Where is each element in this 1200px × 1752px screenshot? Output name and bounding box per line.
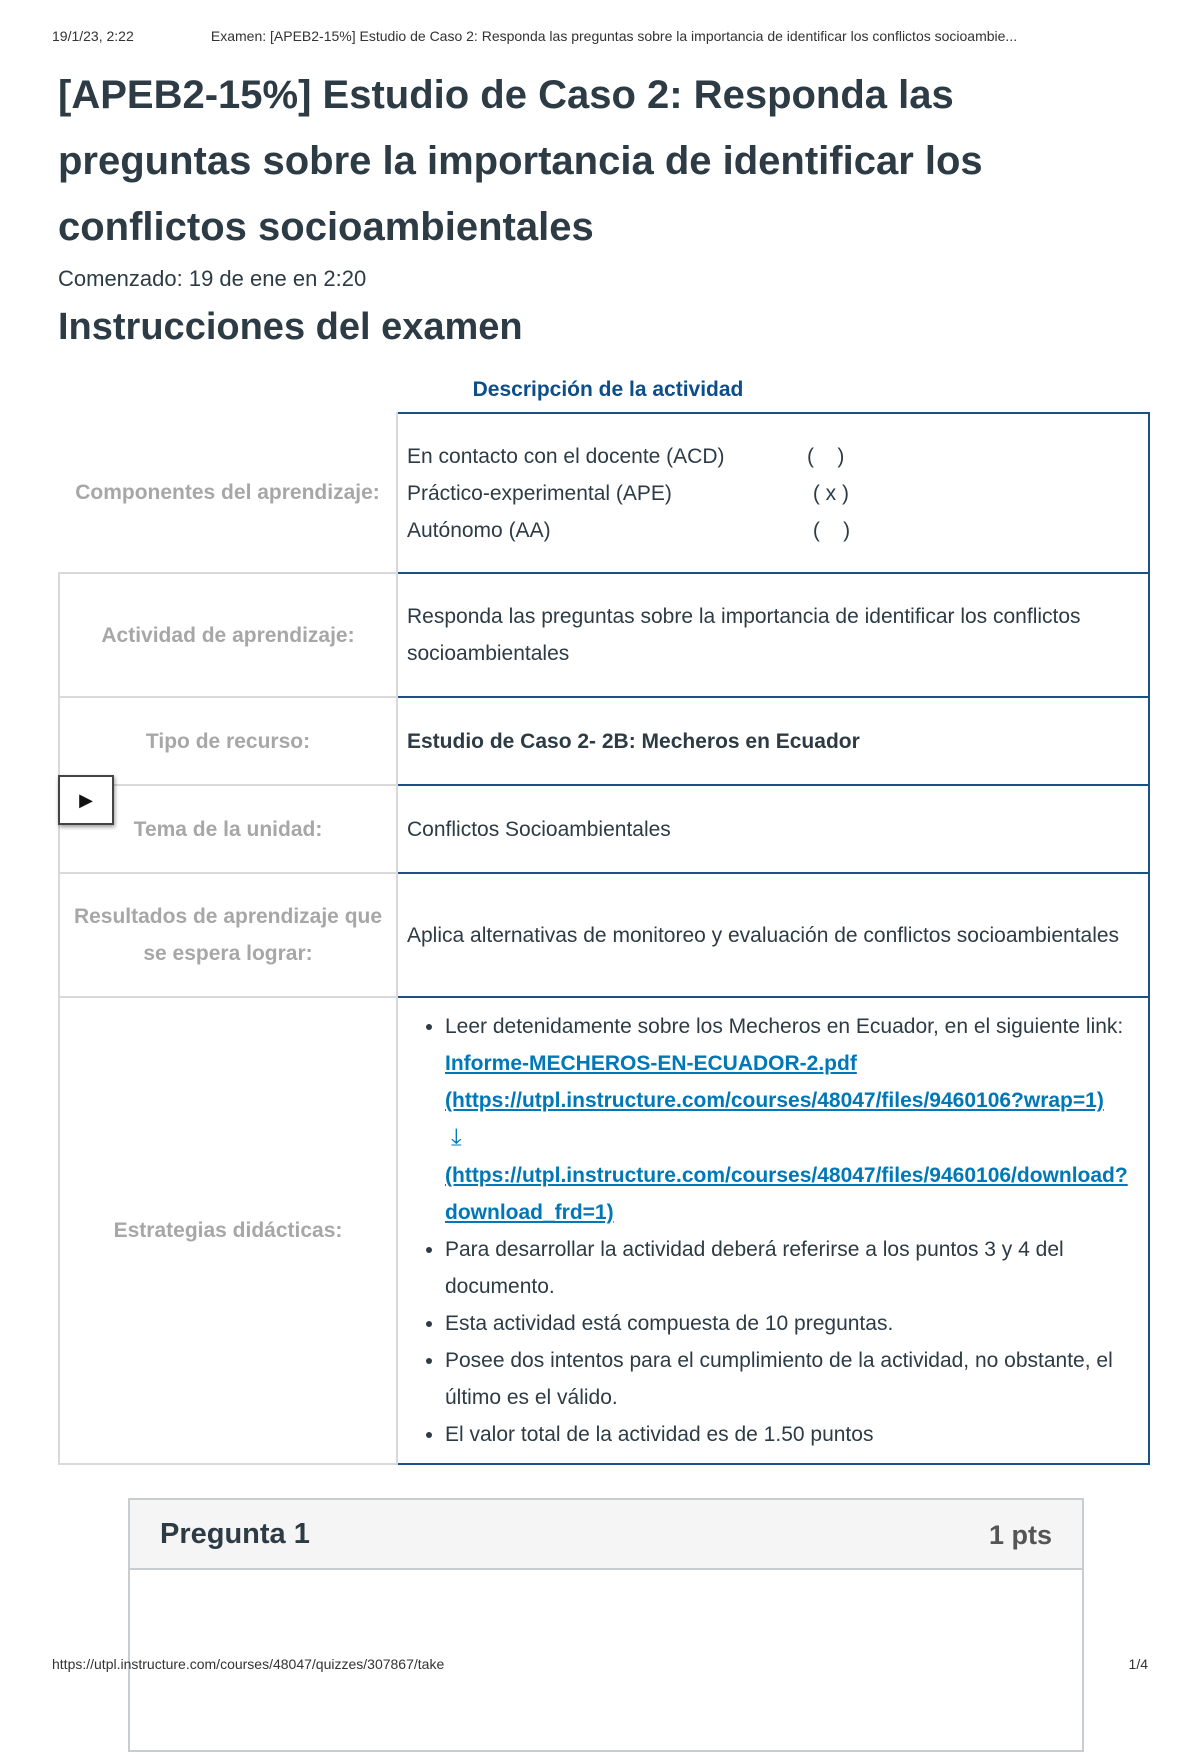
row-resource — [59, 697, 1149, 785]
print-footer — [52, 1656, 1148, 1672]
instructions-heading: Instrucciones del examen — [58, 306, 523, 348]
page-title: [APEB2-15%] Estudio de Caso 2: Responda las preguntas sobre la importancia de identificar los conflictos socioambientales — [58, 73, 983, 249]
activity-label: Actividad de aprendizaje: — [59, 573, 397, 697]
resource-label: Tipo de recurso: — [59, 697, 397, 785]
component-acd-mark: ( ) — [807, 444, 845, 468]
file-preview-link[interactable]: (https://utpl.instructure.com/courses/48047/files/9460106?wrap=1) — [445, 1089, 1104, 1112]
media-play-button[interactable] — [58, 775, 114, 825]
print-page-number: 1/4 — [1128, 1656, 1148, 1672]
started-time: Comenzado: 19 de ene en 2:20 — [58, 266, 367, 291]
print-url: https://utpl.instructure.com/courses/48047/quizzes/307867/take — [52, 1656, 445, 1672]
print-header — [52, 28, 1148, 44]
pdf-file-link[interactable]: Informe-MECHEROS-EN-ECUADOR-2.pdf — [445, 1052, 857, 1075]
component-ape: Práctico-experimental (APE) ( x ) — [407, 475, 1140, 512]
strategies-list — [407, 1008, 1140, 1453]
list-item: • Posee dos intentos para el cumplimiento de la actividad, no obstante, el último es el válido. — [445, 1342, 1140, 1416]
list-item: • Para desarrollar la actividad deberá referirse a los puntos 3 y 4 del documento. — [445, 1231, 1140, 1305]
print-page-title: Examen: [APEB2-15%] Estudio de Caso 2: Responda las preguntas sobre la importancia de identificar los conflictos socioambie... — [210, 28, 1018, 44]
component-aa-mark: ( ) — [807, 518, 851, 542]
component-acd: En contacto con el docente (ACD) ( ) — [407, 438, 1140, 475]
activity-table — [58, 412, 1150, 1465]
question-points: 1 pts — [988, 1520, 1052, 1550]
row-topic — [59, 785, 1149, 873]
strategies-cell — [397, 997, 1149, 1464]
results-label: Resultados de aprendizaje que se espera lograr: — [59, 873, 397, 997]
question-card — [128, 1498, 1084, 1752]
activity-caption: Descripción de la actividad — [472, 378, 744, 401]
results-value: Aplica alternativas de monitoreo y evaluación de conflictos socioambientales — [397, 873, 1149, 997]
topic-label: Tema de la unidad: — [59, 785, 397, 873]
download-icon[interactable]: ⤓ — [451, 1124, 462, 1151]
components-cell — [397, 413, 1149, 573]
print-datetime: 19/1/23, 2:22 — [52, 28, 134, 44]
topic-value: Conflictos Socioambientales — [397, 785, 1149, 873]
row-results — [59, 873, 1149, 997]
list-item: • El valor total de la actividad es de 1.50 puntos — [445, 1416, 1140, 1453]
play-icon: ▶ — [79, 790, 93, 810]
component-ape-mark: ( x ) — [807, 481, 849, 505]
resource-value: Estudio de Caso 2- 2B: Mecheros en Ecuador — [397, 697, 1149, 785]
components-label: Componentes del aprendizaje: — [59, 413, 397, 573]
file-download-link[interactable]: (https://utpl.instructure.com/courses/48047/files/9460106/download?download_frd=1) — [445, 1164, 1128, 1224]
strategies-label: Estrategias didácticas: — [59, 997, 397, 1464]
question-header — [130, 1500, 1082, 1570]
strategy-1-text: Leer detenidamente sobre los Mecheros en Ecuador, en el siguiente link: — [445, 1015, 1124, 1038]
question-title: Pregunta 1 — [160, 1518, 310, 1550]
activity-value: Responda las preguntas sobre la importancia de identificar los conflictos socioambientales — [397, 573, 1149, 697]
row-activity — [59, 573, 1149, 697]
list-item — [445, 1008, 1140, 1231]
row-components — [59, 413, 1149, 573]
row-strategies — [59, 997, 1149, 1464]
list-item: • Esta actividad está compuesta de 10 preguntas. — [445, 1305, 1140, 1342]
component-aa: Autónomo (AA) ( ) — [407, 512, 1140, 549]
